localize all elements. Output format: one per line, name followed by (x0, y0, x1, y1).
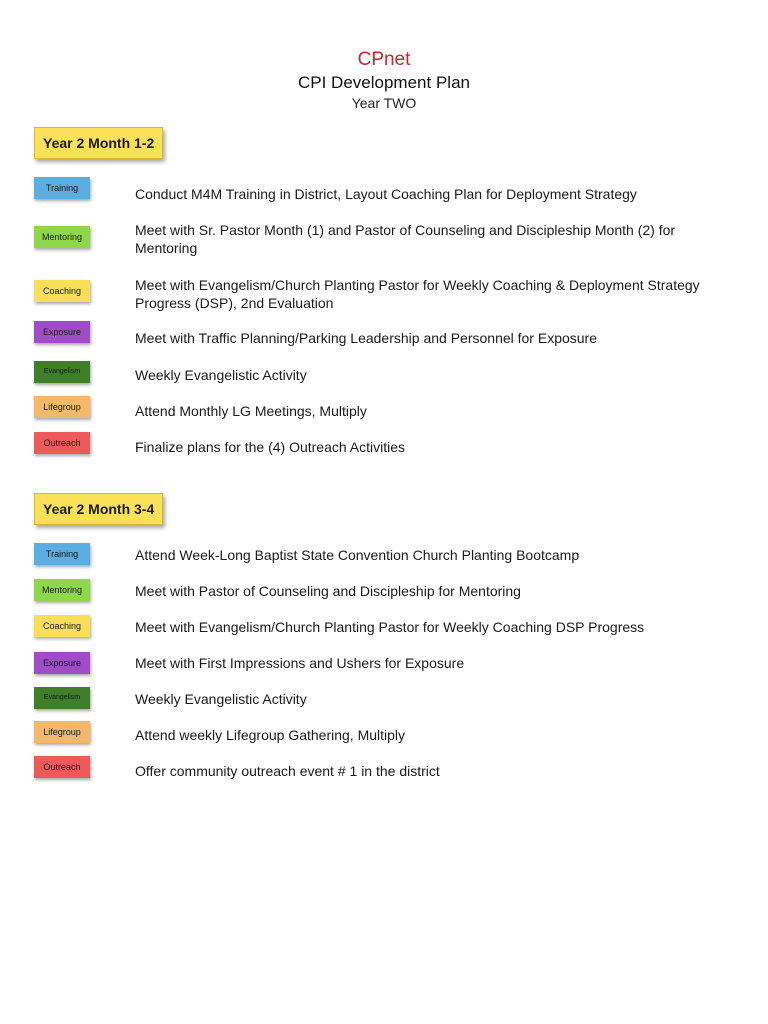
training-badge: Training (34, 177, 90, 199)
plan-item-text: Meet with Sr. Pastor Month (1) and Pastor of Counseling and Discipleship Month (2) for Mentoring (135, 222, 676, 256)
plan-item-text: Finalize plans for the (4) Outreach Activities (135, 439, 406, 455)
plan-item-text: Meet with Pastor of Counseling and Discipleship for Mentoring (135, 583, 521, 599)
plan-item-text: Meet with Evangelism/Church Planting Pastor for Weekly Coaching DSP Progress (135, 619, 645, 635)
mentoring-badge: Mentoring (34, 226, 90, 248)
mentoring-badge: Mentoring (34, 579, 90, 601)
plan-item-text: Offer community outreach event # 1 in the district (135, 763, 440, 779)
plan-title: CPI Development Plan (298, 73, 470, 92)
section-label: Year 2 Month 1-2 (34, 127, 163, 159)
plan-item-text: Weekly Evangelistic Activity (135, 691, 307, 707)
lifegroup-badge: Lifegroup (34, 721, 90, 743)
evangelism-badge: Evangelism (34, 687, 90, 709)
exposure-badge: Exposure (34, 321, 90, 343)
plan-item-text: Weekly Evangelistic Activity (135, 367, 307, 383)
outreach-badge: Outreach (34, 432, 90, 454)
training-badge: Training (34, 543, 90, 565)
document-header (0, 48, 768, 112)
org-name: CPnet (357, 49, 411, 70)
plan-subtitle: Year TWO (351, 95, 417, 111)
lifegroup-badge: Lifegroup (34, 396, 90, 418)
section-label: Year 2 Month 3-4 (34, 493, 163, 525)
plan-item-text: Attend Week-Long Baptist State Convention Church Planting Bootcamp (135, 547, 580, 563)
plan-item-text: Conduct M4M Training in District, Layout Coaching Plan for Deployment Strategy (135, 186, 637, 202)
plan-item-text: Meet with First Impressions and Ushers for Exposure (135, 655, 465, 671)
coaching-badge: Coaching (34, 280, 90, 302)
plan-item-text: Attend weekly Lifegroup Gathering, Multiply (135, 727, 406, 743)
plan-item-text: Meet with Evangelism/Church Planting Pastor for Weekly Coaching & Deployment Strategy Progress (DSP), 2nd Evaluation (135, 277, 700, 311)
plan-item-text: Attend Monthly LG Meetings, Multiply (135, 403, 367, 419)
plan-item-text: Meet with Traffic Planning/Parking Leadership and Personnel for Exposure (135, 330, 598, 346)
exposure-badge: Exposure (34, 652, 90, 674)
coaching-badge: Coaching (34, 615, 90, 637)
outreach-badge: Outreach (34, 756, 90, 778)
evangelism-badge: Evangelism (34, 361, 90, 383)
